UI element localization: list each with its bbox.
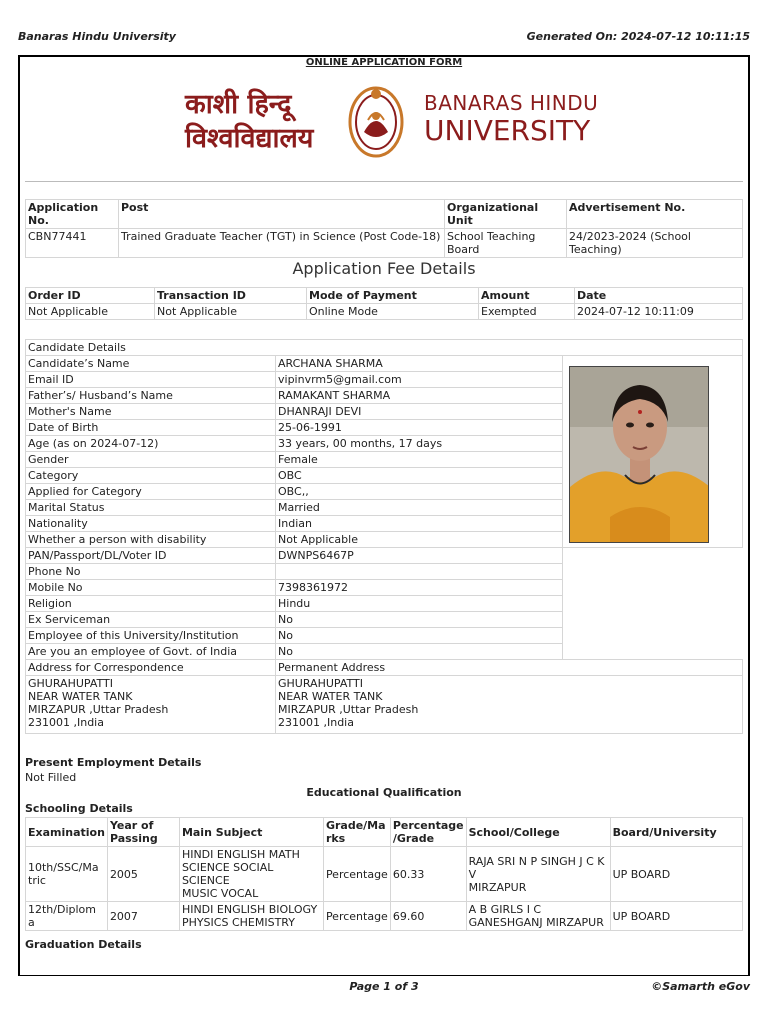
candidate-field-value: OBC: [276, 468, 563, 484]
cell-line: 10th/SSC/Ma: [28, 861, 99, 874]
header-line: Examination: [28, 825, 105, 839]
empty-cell: [563, 596, 743, 612]
candidate-field-value: Indian: [276, 516, 563, 532]
candidate-field-value: RAMAKANT SHARMA: [276, 388, 563, 404]
candidate-row: [26, 548, 743, 564]
schooling-title: Schooling Details: [25, 802, 133, 815]
university-name: Banaras Hindu University: [18, 30, 176, 43]
candidate-field-value: No: [276, 612, 563, 628]
logo-english-text: [424, 90, 598, 146]
cell-line: MIRZAPUR: [468, 880, 527, 894]
school-cell: [466, 847, 610, 902]
header-line: rks: [325, 832, 346, 845]
empty-cell: [563, 564, 743, 580]
candidate-field-value: No: [276, 628, 563, 644]
address-perm-label: Permanent Address: [276, 660, 743, 676]
candidate-field-label: Date of Birth: [26, 420, 276, 436]
candidate-row: [26, 596, 743, 612]
form-title: ONLINE APPLICATION FORM: [305, 57, 463, 68]
candidate-field-label: Mobile No: [26, 580, 276, 596]
school-cell: [466, 902, 610, 931]
header-line: Percentage: [392, 819, 464, 832]
subject-cell: [179, 902, 323, 931]
date-header: Date: [575, 288, 743, 304]
employment-value: Not Filled: [25, 771, 77, 784]
schooling-row: [26, 902, 743, 931]
address-line: MIRZAPUR ,Uttar Pradesh: [28, 703, 169, 716]
year-cell: 2007: [107, 902, 179, 931]
empty-cell: [563, 580, 743, 596]
candidate-row: [26, 644, 743, 660]
application-no: CBN77441: [26, 229, 119, 258]
schooling-column-header: [323, 818, 390, 847]
candidate-row: [26, 628, 743, 644]
address-perm-value: [276, 676, 743, 734]
candidate-field-value: Hindu: [276, 596, 563, 612]
candidate-field-label: Gender: [26, 452, 276, 468]
candidate-field-value: ARCHANA SHARMA: [276, 356, 563, 372]
header-line: Year of: [109, 819, 154, 832]
transaction-id-value: Not Applicable: [155, 304, 307, 320]
address-line: 231001 ,India: [28, 716, 104, 729]
candidate-field-value: 33 years, 00 months, 17 days: [276, 436, 563, 452]
candidate-field-value: Female: [276, 452, 563, 468]
application-no-header: Application No.: [26, 200, 119, 229]
candidate-field-label: Email ID: [26, 372, 276, 388]
schooling-table: [25, 817, 743, 931]
schooling-column-header: [390, 818, 466, 847]
fee-header-row: [26, 288, 743, 304]
application-table: [25, 199, 743, 258]
candidate-title-row: [26, 340, 743, 356]
cell-line: SCIENCE SOCIAL SCIENCE: [181, 861, 274, 887]
cell-line: GANESHGANJ MIRZAPUR: [468, 916, 604, 929]
grade-cell: Percentage: [323, 847, 390, 902]
address-header-row: [26, 660, 743, 676]
employment-title: Present Employment Details: [25, 756, 202, 769]
candidate-field-label: Nationality: [26, 516, 276, 532]
footer-rule: [18, 975, 750, 976]
logo-english-line2: UNIVERSITY: [424, 114, 591, 147]
address-line: GHURAHUPATTI: [278, 677, 363, 690]
empty-cell: [563, 628, 743, 644]
year-cell: 2005: [107, 847, 179, 902]
candidate-field-label: Religion: [26, 596, 276, 612]
candidate-row: [26, 564, 743, 580]
cell-line: HINDI ENGLISH MATH: [181, 848, 300, 861]
address-corr-value: [26, 676, 276, 734]
percentage-cell: 69.60: [390, 902, 466, 931]
candidate-field-label: PAN/Passport/DL/Voter ID: [26, 548, 276, 564]
address-line: GHURAHUPATTI: [28, 677, 113, 690]
address-line: NEAR WATER TANK: [278, 690, 383, 703]
post-value: Trained Graduate Teacher (TGT) in Science (Post Code-18): [119, 229, 445, 258]
cell-line: HINDI ENGLISH BIOLOGY: [181, 903, 318, 916]
logo-divider: [25, 181, 743, 182]
candidate-field-label: Mother's Name: [26, 404, 276, 420]
percentage-cell: 60.33: [390, 847, 466, 902]
candidate-field-value: DHANRAJI DEVI: [276, 404, 563, 420]
advertisement-value: 24/2023-2024 (School Teaching): [567, 229, 743, 258]
transaction-id-header: Transaction ID: [155, 288, 307, 304]
candidate-field-value: DWNPS6467P: [276, 548, 563, 564]
empty-cell: [563, 644, 743, 660]
grade-cell: Percentage: [323, 902, 390, 931]
cell-line: a: [28, 916, 35, 929]
candidate-field-value: Married: [276, 500, 563, 516]
schooling-column-header: [466, 818, 610, 847]
schooling-column-header: [179, 818, 323, 847]
candidate-field-value: 7398361972: [276, 580, 563, 596]
candidate-field-label: Father’s/ Husband’s Name: [26, 388, 276, 404]
candidate-field-value: OBC,,: [276, 484, 563, 500]
candidate-field-value: No: [276, 644, 563, 660]
org-unit-header: Organizational Unit: [445, 200, 567, 229]
address-line: 231001 ,India: [278, 716, 354, 729]
candidate-section-title: Candidate Details: [26, 340, 743, 356]
schooling-column-header: [107, 818, 179, 847]
cell-line: A B GIRLS I C: [468, 903, 542, 916]
address-line: NEAR WATER TANK: [28, 690, 133, 703]
header-line: Passing: [109, 832, 158, 845]
header-line: /Grade: [392, 832, 435, 845]
board-cell: UP BOARD: [610, 902, 742, 931]
candidate-field-value: [276, 564, 563, 580]
address-corr-label: Address for Correspondence: [26, 660, 276, 676]
candidate-field-label: Marital Status: [26, 500, 276, 516]
logo-hindi-line2: विश्वविद्यालय: [185, 123, 314, 154]
address-value-row: [26, 676, 743, 734]
org-unit-value: School Teaching Board: [445, 229, 567, 258]
header-line: Grade/Ma: [325, 819, 386, 832]
candidate-photo: [569, 366, 709, 543]
schooling-column-header: [26, 818, 108, 847]
advertisement-header: Advertisement No.: [567, 200, 743, 229]
application-header-row: [26, 200, 743, 229]
candidate-field-label: Ex Serviceman: [26, 612, 276, 628]
education-title: Educational Qualification: [306, 786, 462, 799]
cell-line: MUSIC VOCAL: [181, 887, 259, 900]
header-line: Board/University: [612, 825, 717, 839]
page-header: [18, 30, 750, 46]
payment-mode-value: Online Mode: [307, 304, 479, 320]
schooling-header-row: [26, 818, 743, 847]
cell-line: RAJA SRI N P SINGH J C K V: [468, 854, 605, 881]
generated-on: Generated On: 2024-07-12 10:11:15: [526, 30, 750, 43]
subject-cell: [179, 847, 323, 902]
fee-value-row: [26, 304, 743, 320]
candidate-field-label: Age (as on 2024-07-12): [26, 436, 276, 452]
amount-header: Amount: [479, 288, 575, 304]
exam-cell: [26, 902, 108, 931]
footer-brand: ©Samarth eGov: [651, 980, 750, 993]
amount-value: Exempted: [479, 304, 575, 320]
candidate-row: [26, 580, 743, 596]
order-id-value: Not Applicable: [26, 304, 155, 320]
empty-cell: [563, 612, 743, 628]
candidate-field-value: 25-06-1991: [276, 420, 563, 436]
bhu-seal-icon: [340, 80, 412, 160]
cell-line: PHYSICS CHEMISTRY: [181, 916, 295, 929]
candidate-field-label: Category: [26, 468, 276, 484]
logo-hindi-text: [185, 88, 335, 158]
candidate-field-label: Whether a person with disability: [26, 532, 276, 548]
header-line: Main Subject: [181, 825, 263, 839]
cell-line: 12th/Diplom: [28, 903, 96, 916]
page-number: Page 1 of 3: [349, 980, 419, 993]
graduation-title: Graduation Details: [25, 938, 142, 951]
candidate-field-value: Not Applicable: [276, 532, 563, 548]
candidate-field-label: Applied for Category: [26, 484, 276, 500]
candidate-row: [26, 612, 743, 628]
address-line: MIRZAPUR ,Uttar Pradesh: [278, 703, 419, 716]
fee-title: Application Fee Details: [292, 259, 476, 278]
board-cell: UP BOARD: [610, 847, 742, 902]
candidate-field-label: Employee of this University/Institution: [26, 628, 276, 644]
candidate-field-label: Candidate’s Name: [26, 356, 276, 372]
fee-date-value: 2024-07-12 10:11:09: [575, 304, 743, 320]
order-id-header: Order ID: [26, 288, 155, 304]
payment-mode-header: Mode of Payment: [307, 288, 479, 304]
schooling-row: [26, 847, 743, 902]
exam-cell: [26, 847, 108, 902]
schooling-column-header: [610, 818, 742, 847]
application-value-row: [26, 229, 743, 258]
fee-table: [25, 287, 743, 320]
header-line: School/College: [468, 825, 560, 839]
empty-cell: [563, 548, 743, 564]
candidate-field-label: Are you an employee of Govt. of India: [26, 644, 276, 660]
logo-hindi-line1: काशी हिन्दू: [185, 89, 292, 120]
logo-english-line1: BANARAS HINDU: [424, 91, 599, 115]
cell-line: tric: [28, 874, 46, 887]
candidate-field-label: Phone No: [26, 564, 276, 580]
post-header: Post: [119, 200, 445, 229]
candidate-field-value: vipinvrm5@gmail.com: [276, 372, 563, 388]
